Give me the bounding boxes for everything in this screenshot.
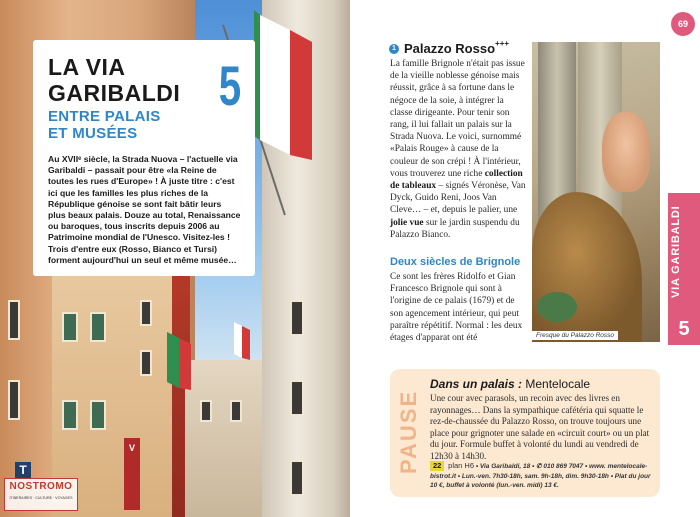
- pause-practical-info: [430, 461, 656, 491]
- subtitle-line-1: ENTRE PALAIS: [48, 108, 161, 125]
- window: [140, 300, 152, 326]
- main-paragraph-text: La famille Brignole n'était pas issue de la vieille noblesse génoise mais réussit, grâce à sa fortune dans le négoce de la soie, à intégrer la classe dirigeante. Pour tenir son rang, il lui fallait un palais sur la Strada Nuova. Le voici, surnommé «Palais Rouge» à cause de la couleur de son crépi ! À l'intérieur, vous trouverez une riche: [390, 59, 525, 179]
- flag-icon: [232, 320, 252, 360]
- chapter-side-tab: [668, 193, 700, 345]
- logo-tagline: ITINERAIRES · CULTURE · VOYAGES: [9, 496, 73, 500]
- flag-icon: [165, 330, 195, 390]
- pause-label: PAUSE: [396, 389, 421, 475]
- pause-title-name: Mentelocale: [525, 377, 591, 391]
- highlight-view: jolie vue: [390, 217, 424, 228]
- title-line-1: LA VIA: [48, 54, 126, 80]
- pause-box: [390, 369, 660, 497]
- main-paragraph-text-3: sur le jardin suspendu du Palazzo Bianco.: [390, 217, 520, 240]
- building-middle: [185, 360, 265, 517]
- main-paragraph-text-2: – signés Véronèse, Van Dyck, Guido Reni, Joos Van Cleve… – et, depuis le palier, une: [390, 181, 526, 216]
- chapter-number: 5: [218, 54, 241, 117]
- second-paragraph: Ce sont les frères Ridolfo et Gian Francesco Brignole qui sont à l'origine de ce palais (1679) et de son agencement intérieur, qui peut paraître répétitif. Normal : les deux étages d'apparat ont été: [390, 272, 523, 344]
- map-number-badge: 22: [430, 461, 444, 471]
- t-sign: T: [15, 462, 31, 478]
- window: [62, 312, 78, 342]
- window: [140, 350, 152, 376]
- logo-name: NOSTROMO: [9, 481, 73, 492]
- side-tab-number: 5: [678, 318, 690, 340]
- fresco-cherub: [602, 112, 650, 192]
- window: [62, 400, 78, 430]
- watermark-logo: [4, 478, 78, 511]
- right-page: [350, 0, 700, 517]
- street-sign: V: [124, 438, 140, 510]
- pause-title-italic: Dans un palais :: [430, 377, 523, 391]
- main-paragraph: [390, 58, 526, 241]
- fresco-photo: [532, 42, 660, 342]
- window: [230, 400, 242, 422]
- fresco-bird: [537, 292, 577, 322]
- window: [8, 300, 20, 340]
- window: [90, 400, 106, 430]
- section-number-bullet: 1: [389, 44, 399, 54]
- window: [90, 312, 106, 342]
- window: [290, 460, 304, 496]
- pause-description: Une cour avec parasols, un recoin avec des livres en rayonnages… Dans la sympathique cafétéria qui squatte le rez-de-chaussée du Palazzo Rosso, on trouve toujours une place pour grignoter une salade en «circuit court» ou un plat du jour. Formule buffet à volonté du lundi au vendredi de 12h30 à 14h30.: [430, 393, 650, 461]
- map-reference: plan H6: [448, 461, 475, 470]
- subheading: Deux siècles de Brignole: [390, 256, 521, 268]
- window: [200, 400, 212, 422]
- window: [8, 380, 20, 420]
- window: [290, 300, 304, 336]
- section-title: Palazzo Rosso: [404, 41, 496, 56]
- pause-title: [430, 377, 590, 391]
- pause-address-hours: • Via Garibaldi, 18 • ✆ 010 869 7047 • www. mentelocale-bistrot.it • Lun.-ven. 7h30-18h, sam. 9h-18h, dim. 9h30-18h • Plat du jour 10 €, buffet à volonté (lun.-ven. midi) 13 €.: [430, 463, 651, 489]
- intro-card: [33, 40, 255, 276]
- window: [290, 380, 304, 416]
- section-rating-stars: +++: [495, 39, 510, 48]
- photo-caption: Fresque du Palazzo Rosso: [532, 331, 618, 340]
- page-number-badge: 69: [671, 12, 695, 36]
- title-line-2: GARIBALDI: [48, 80, 181, 106]
- italian-flag-icon: [250, 10, 320, 160]
- side-tab-label: VIA GARIBALDI: [670, 205, 682, 299]
- highlight-collection: collection de tableaux: [390, 168, 523, 192]
- intro-paragraph: Au XVIIᵉ siècle, la Strada Nuova – l'actuelle via Garibaldi – passait pour être «la Reine de toutes les rues d'Europe» ! À juste titre : c'est ici que les familles les plus riches de la République génoise se sont fait bâtir leurs plus beaux palais. Douze au total, Renaissance ou baroques, tous inscrits depuis 2006 au Patrimoine mondial de l'Unesco. Visitez-les ! Trois d'entre eux (Rosso, Bianco et Tursi) forment aujourd'hui un seul et même musée…: [48, 154, 241, 265]
- subtitle-line-2: ET MUSÉES: [48, 125, 138, 142]
- section-heading: [389, 41, 509, 56]
